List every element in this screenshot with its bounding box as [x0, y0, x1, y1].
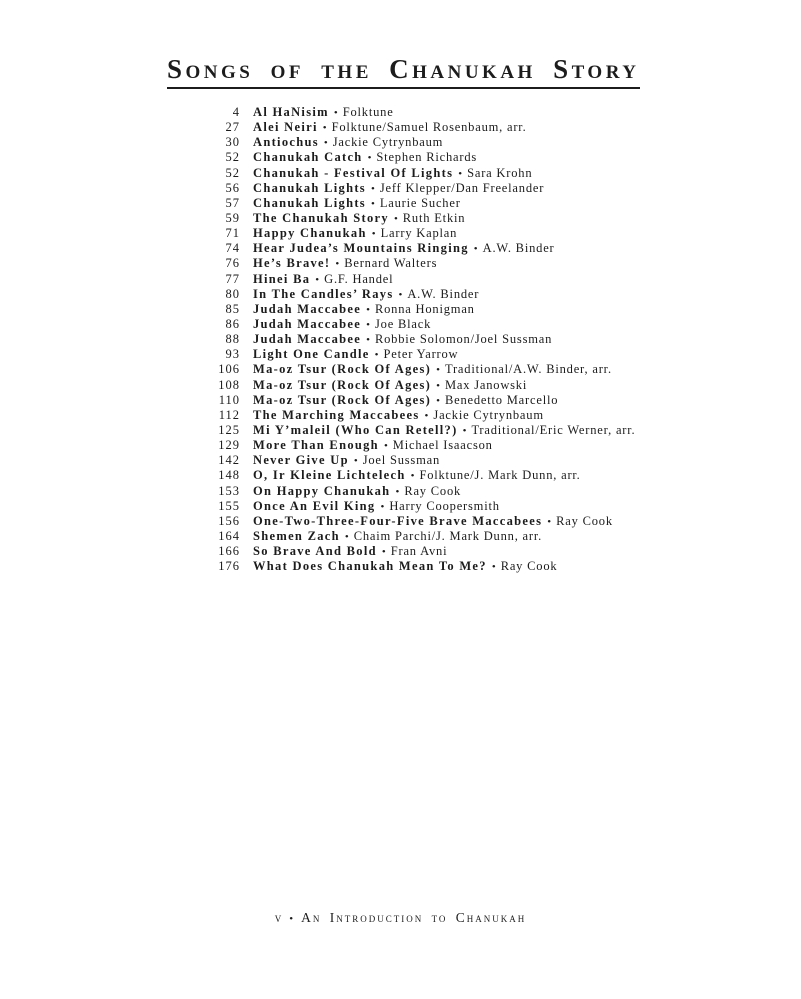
toc-entry [188, 181, 635, 196]
toc-composer: Traditional/Eric Werner, arr. [471, 422, 636, 437]
footer-page-number: v [274, 910, 284, 925]
toc-composer: Ruth Etkin [402, 210, 466, 225]
toc-entry [188, 529, 635, 544]
toc-page-number: 176 [218, 559, 240, 574]
toc-composer: Jeff Klepper/Dan Freelander [379, 180, 545, 195]
toc-page-number: 88 [225, 332, 240, 347]
toc-separator-icon: • [322, 122, 327, 135]
toc-entry [188, 287, 635, 302]
toc-composer: Max Janowski [444, 377, 528, 392]
toc-page-number: 59 [225, 210, 240, 225]
toc-song-title: Never Give Up [253, 453, 349, 468]
toc-separator-icon: • [383, 440, 388, 453]
toc-entry [188, 378, 635, 393]
toc-entry [188, 499, 635, 514]
toc-entry [188, 559, 635, 574]
toc-entry [188, 211, 635, 226]
toc-composer: G.F. Handel [324, 271, 394, 286]
toc-entry [188, 150, 635, 165]
toc-composer: Laurie Sucher [379, 195, 461, 210]
toc-separator-icon: • [458, 167, 463, 180]
toc-composer: Sara Krohn [467, 165, 533, 180]
toc-composer: Stephen Richards [376, 150, 478, 165]
toc-composer: Harry Coopersmith [389, 498, 500, 513]
toc-entry [188, 468, 635, 483]
toc-entry [188, 423, 635, 438]
toc-entry [188, 105, 635, 120]
toc-separator-icon: • [335, 258, 340, 271]
toc-page-number: 142 [218, 453, 240, 468]
toc-page-number: 4 [232, 105, 240, 119]
toc-composer: Michael Isaacson [392, 438, 493, 453]
toc-page-number: 110 [218, 392, 240, 407]
toc-page-number: 52 [225, 165, 240, 180]
toc-song-title: Judah Maccabee [253, 332, 362, 347]
toc-page-number: 153 [218, 483, 240, 498]
page-title: Songs of the Chanukah Story [167, 54, 640, 89]
toc-entry [188, 317, 635, 332]
page-footer [0, 910, 801, 926]
toc-page-number: 74 [225, 241, 240, 256]
toc-page-number: 125 [218, 422, 240, 437]
toc-separator-icon: • [410, 470, 415, 483]
toc-composer: Robbie Solomon/Joel Sussman [374, 332, 553, 347]
toc-song-title: The Marching Maccabees [253, 407, 420, 422]
toc-entry [188, 362, 635, 377]
toc-song-title: Shemen Zach [253, 528, 340, 543]
toc-entry [188, 544, 635, 559]
toc-composer: Bernard Walters [344, 256, 438, 271]
toc-separator-icon: • [462, 424, 467, 437]
toc-composer: Peter Yarrow [383, 347, 459, 362]
toc-page-number: 86 [225, 316, 240, 331]
toc-song-title: Once An Evil King [253, 498, 376, 513]
toc-separator-icon: • [380, 500, 385, 513]
toc-song-title: Chanukah Catch [253, 150, 363, 165]
toc-separator-icon: • [315, 273, 320, 286]
toc-composer: Ray Cook [404, 483, 462, 498]
toc-page-number: 27 [225, 120, 240, 135]
toc-composer: Fran Avni [390, 544, 448, 559]
toc-page-number: 106 [218, 362, 240, 377]
toc-separator-icon: • [367, 152, 372, 165]
toc-song-title: Judah Maccabee [253, 316, 362, 331]
toc-composer: Ray Cook [500, 559, 558, 574]
toc-song-title: One-Two-Three-Four-Five Brave Maccabees [253, 513, 543, 528]
toc-separator-icon: • [398, 288, 403, 301]
toc-page-number: 80 [225, 286, 240, 301]
toc-composer: Jackie Cytrynbaum [433, 407, 544, 422]
toc-song-title: Alei Neiri [253, 120, 318, 135]
toc-song-title: Chanukah Lights [253, 180, 366, 195]
toc-separator-icon: • [424, 409, 429, 422]
toc-composer: Larry Kaplan [380, 226, 458, 241]
toc-entry [188, 302, 635, 317]
toc-entry [188, 408, 635, 423]
toc-page-number: 156 [218, 513, 240, 528]
toc-song-title: Ma-oz Tsur (Rock Of Ages) [253, 377, 432, 392]
toc-separator-icon: • [436, 379, 440, 392]
toc-song-title: In The Candles’ Rays [253, 286, 394, 301]
toc-page-number: 52 [225, 150, 240, 165]
toc-separator-icon: • [323, 137, 328, 150]
toc-composer: A.W. Binder [407, 286, 480, 301]
toc-separator-icon: • [366, 318, 370, 331]
toc-separator-icon: • [473, 243, 478, 256]
footer-separator-icon: • [289, 913, 296, 925]
toc-entry [188, 166, 635, 181]
toc-composer: A.W. Binder [482, 241, 555, 256]
toc-song-title: O, Ir Kleine Lichtelech [253, 468, 406, 483]
toc-separator-icon: • [436, 364, 440, 377]
toc-page-number: 129 [218, 438, 240, 453]
toc-page-number: 166 [218, 544, 240, 559]
toc-entry [188, 196, 635, 211]
toc-song-title: Ma-oz Tsur (Rock Of Ages) [253, 362, 432, 377]
toc-page-number: 155 [218, 498, 240, 513]
toc-song-title: Light One Candle [253, 347, 370, 362]
toc-composer: Joel Sussman [362, 453, 440, 468]
toc-entry [188, 120, 635, 135]
toc-song-title: Antiochus [253, 135, 319, 150]
toc-separator-icon: • [436, 394, 440, 407]
toc-song-title: Chanukah Lights [253, 195, 366, 210]
toc-separator-icon: • [371, 228, 376, 241]
toc-song-title: Hinei Ba [253, 271, 311, 286]
toc-separator-icon: • [344, 530, 349, 543]
toc-song-title: Chanukah - Festival Of Lights [253, 165, 454, 180]
toc-composer: Traditional/A.W. Binder, arr. [444, 362, 612, 377]
toc-entry [188, 438, 635, 453]
toc-separator-icon: • [353, 455, 358, 468]
toc-entry [188, 484, 635, 499]
toc-separator-icon: • [381, 546, 386, 559]
toc-song-title: Happy Chanukah [253, 226, 367, 241]
toc-entry [188, 256, 635, 271]
toc-entry [188, 135, 635, 150]
toc-song-title: He’s Brave! [253, 256, 331, 271]
toc-song-title: So Brave And Bold [253, 544, 377, 559]
toc-separator-icon: • [374, 349, 379, 362]
toc-page-number: 76 [225, 256, 240, 271]
toc-song-title: What Does Chanukah Mean To Me? [253, 559, 487, 574]
toc-entry [188, 347, 635, 362]
toc-page-number: 30 [225, 135, 240, 150]
toc-page-number: 148 [218, 468, 240, 483]
toc-composer: Benedetto Marcello [444, 392, 559, 407]
toc-song-title: More Than Enough [253, 438, 379, 453]
toc-page-number: 85 [225, 301, 240, 316]
toc-song-title: Ma-oz Tsur (Rock Of Ages) [253, 392, 432, 407]
toc-separator-icon: • [370, 197, 375, 210]
toc-entry [188, 332, 635, 347]
toc-song-title: Judah Maccabee [253, 301, 362, 316]
toc-entry [188, 453, 635, 468]
toc-composer: Folktune/J. Mark Dunn, arr. [419, 468, 581, 483]
toc-page-number: 93 [225, 347, 240, 362]
toc-entry [188, 226, 635, 241]
toc-composer: Chaim Parchi/J. Mark Dunn, arr. [353, 528, 543, 543]
toc-entry [188, 241, 635, 256]
toc-composer: Joe Black [374, 316, 432, 331]
toc-entry [188, 272, 635, 287]
toc-separator-icon: • [393, 212, 398, 225]
toc-song-title: Mi Y’maleil (Who Can Retell?) [253, 422, 458, 437]
toc-entry [188, 393, 635, 408]
toc-page-number: 71 [225, 226, 240, 241]
song-list [188, 105, 635, 574]
toc-composer: Folktune/Samuel Rosenbaum, arr. [331, 120, 527, 135]
toc-separator-icon: • [366, 334, 370, 347]
toc-composer: Jackie Cytrynbaum [332, 135, 444, 150]
toc-song-title: The Chanukah Story [253, 210, 389, 225]
toc-song-title: Al HaNisim [253, 105, 329, 119]
toc-page-number: 112 [218, 407, 240, 422]
toc-song-title: On Happy Chanukah [253, 483, 391, 498]
toc-composer: Folktune [342, 105, 394, 119]
toc-separator-icon: • [491, 561, 496, 574]
toc-page-number: 56 [225, 180, 240, 195]
toc-separator-icon: • [547, 515, 552, 528]
toc-separator-icon: • [395, 485, 400, 498]
toc-separator-icon: • [370, 182, 375, 195]
toc-separator-icon: • [366, 303, 370, 316]
toc-entry [188, 514, 635, 529]
toc-separator-icon: • [333, 107, 338, 119]
footer-section-title: An Introduction to Chanukah [301, 910, 527, 925]
toc-song-title: Hear Judea’s Mountains Ringing [253, 241, 469, 256]
toc-page-number: 164 [218, 528, 240, 543]
toc-page-number: 77 [225, 271, 240, 286]
toc-composer: Ronna Honigman [374, 301, 475, 316]
toc-page-number: 108 [218, 377, 240, 392]
toc-page-number: 57 [225, 195, 240, 210]
toc-composer: Ray Cook [556, 513, 613, 528]
